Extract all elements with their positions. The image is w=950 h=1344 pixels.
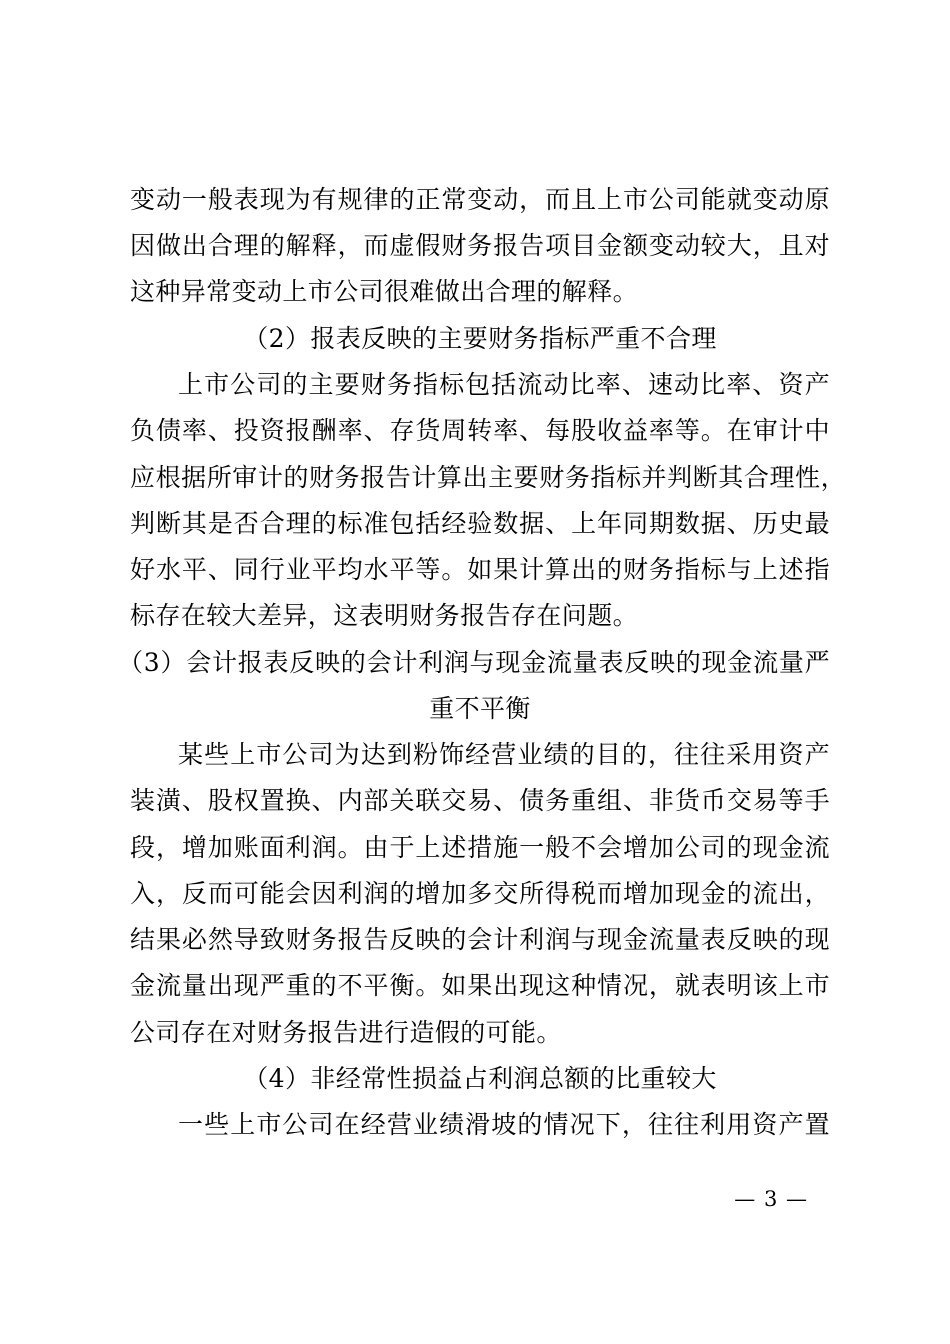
body-text-line: 变动一般表现为有规律的正常变动，而且上市公司能就变动原 <box>130 185 830 214</box>
body-text-line: 好水平、同行业平均水平等。如果计算出的财务指标与上述指 <box>130 555 830 584</box>
section-heading-3-continued: 重不平衡 <box>429 694 531 723</box>
body-text-line: 公司存在对财务报告进行造假的可能。 <box>130 1018 562 1047</box>
body-text-line: 因做出合理的解释，而虚假财务报告项目金额变动较大，且对 <box>130 231 830 260</box>
body-text-line: 装潢、股权置换、内部关联交易、债务重组、非货币交易等手 <box>130 786 830 815</box>
body-text-line: 负债率、投资报酬率、存货周转率、每股收益率等。在审计中 <box>130 416 830 445</box>
body-text-line: 标存在较大差异，这表明财务报告存在问题。 <box>130 601 639 630</box>
body-text-line: 金流量出现严重的不平衡。如果出现这种情况，就表明该上市 <box>130 971 830 1000</box>
body-text-line: 应根据所审计的财务报告计算出主要财务指标并判断其合理性， <box>130 463 846 492</box>
body-text-line: 结果必然导致财务报告反映的会计利润与现金流量表反映的现 <box>130 925 830 954</box>
section-heading-3: （3）会计报表反映的会计利润与现金流量表反映的现金流量严 <box>118 648 830 677</box>
page-number: — 3 — <box>734 1187 808 1211</box>
body-text-line: 判断其是否合理的标准包括经验数据、上年同期数据、历史最 <box>130 509 830 538</box>
body-text-line: 段，增加账面利润。由于上述措施一般不会增加公司的现金流 <box>130 833 830 862</box>
body-text-line: 某些上市公司为达到粉饰经营业绩的目的，往往采用资产 <box>178 740 830 769</box>
section-heading-2: （2）报表反映的主要财务指标严重不合理 <box>243 324 717 353</box>
section-heading-4: （4）非经常性损益占利润总额的比重较大 <box>243 1064 717 1093</box>
body-text-line: 入，反而可能会因利润的增加多交所得税而增加现金的流出， <box>130 879 830 908</box>
body-text-line: 这种异常变动上市公司很难做出合理的解释。 <box>130 277 639 306</box>
body-text-line: 上市公司的主要财务指标包括流动比率、速动比率、资产 <box>178 370 830 399</box>
body-text-line: 一些上市公司在经营业绩滑坡的情况下，往往利用资产置 <box>178 1110 830 1139</box>
